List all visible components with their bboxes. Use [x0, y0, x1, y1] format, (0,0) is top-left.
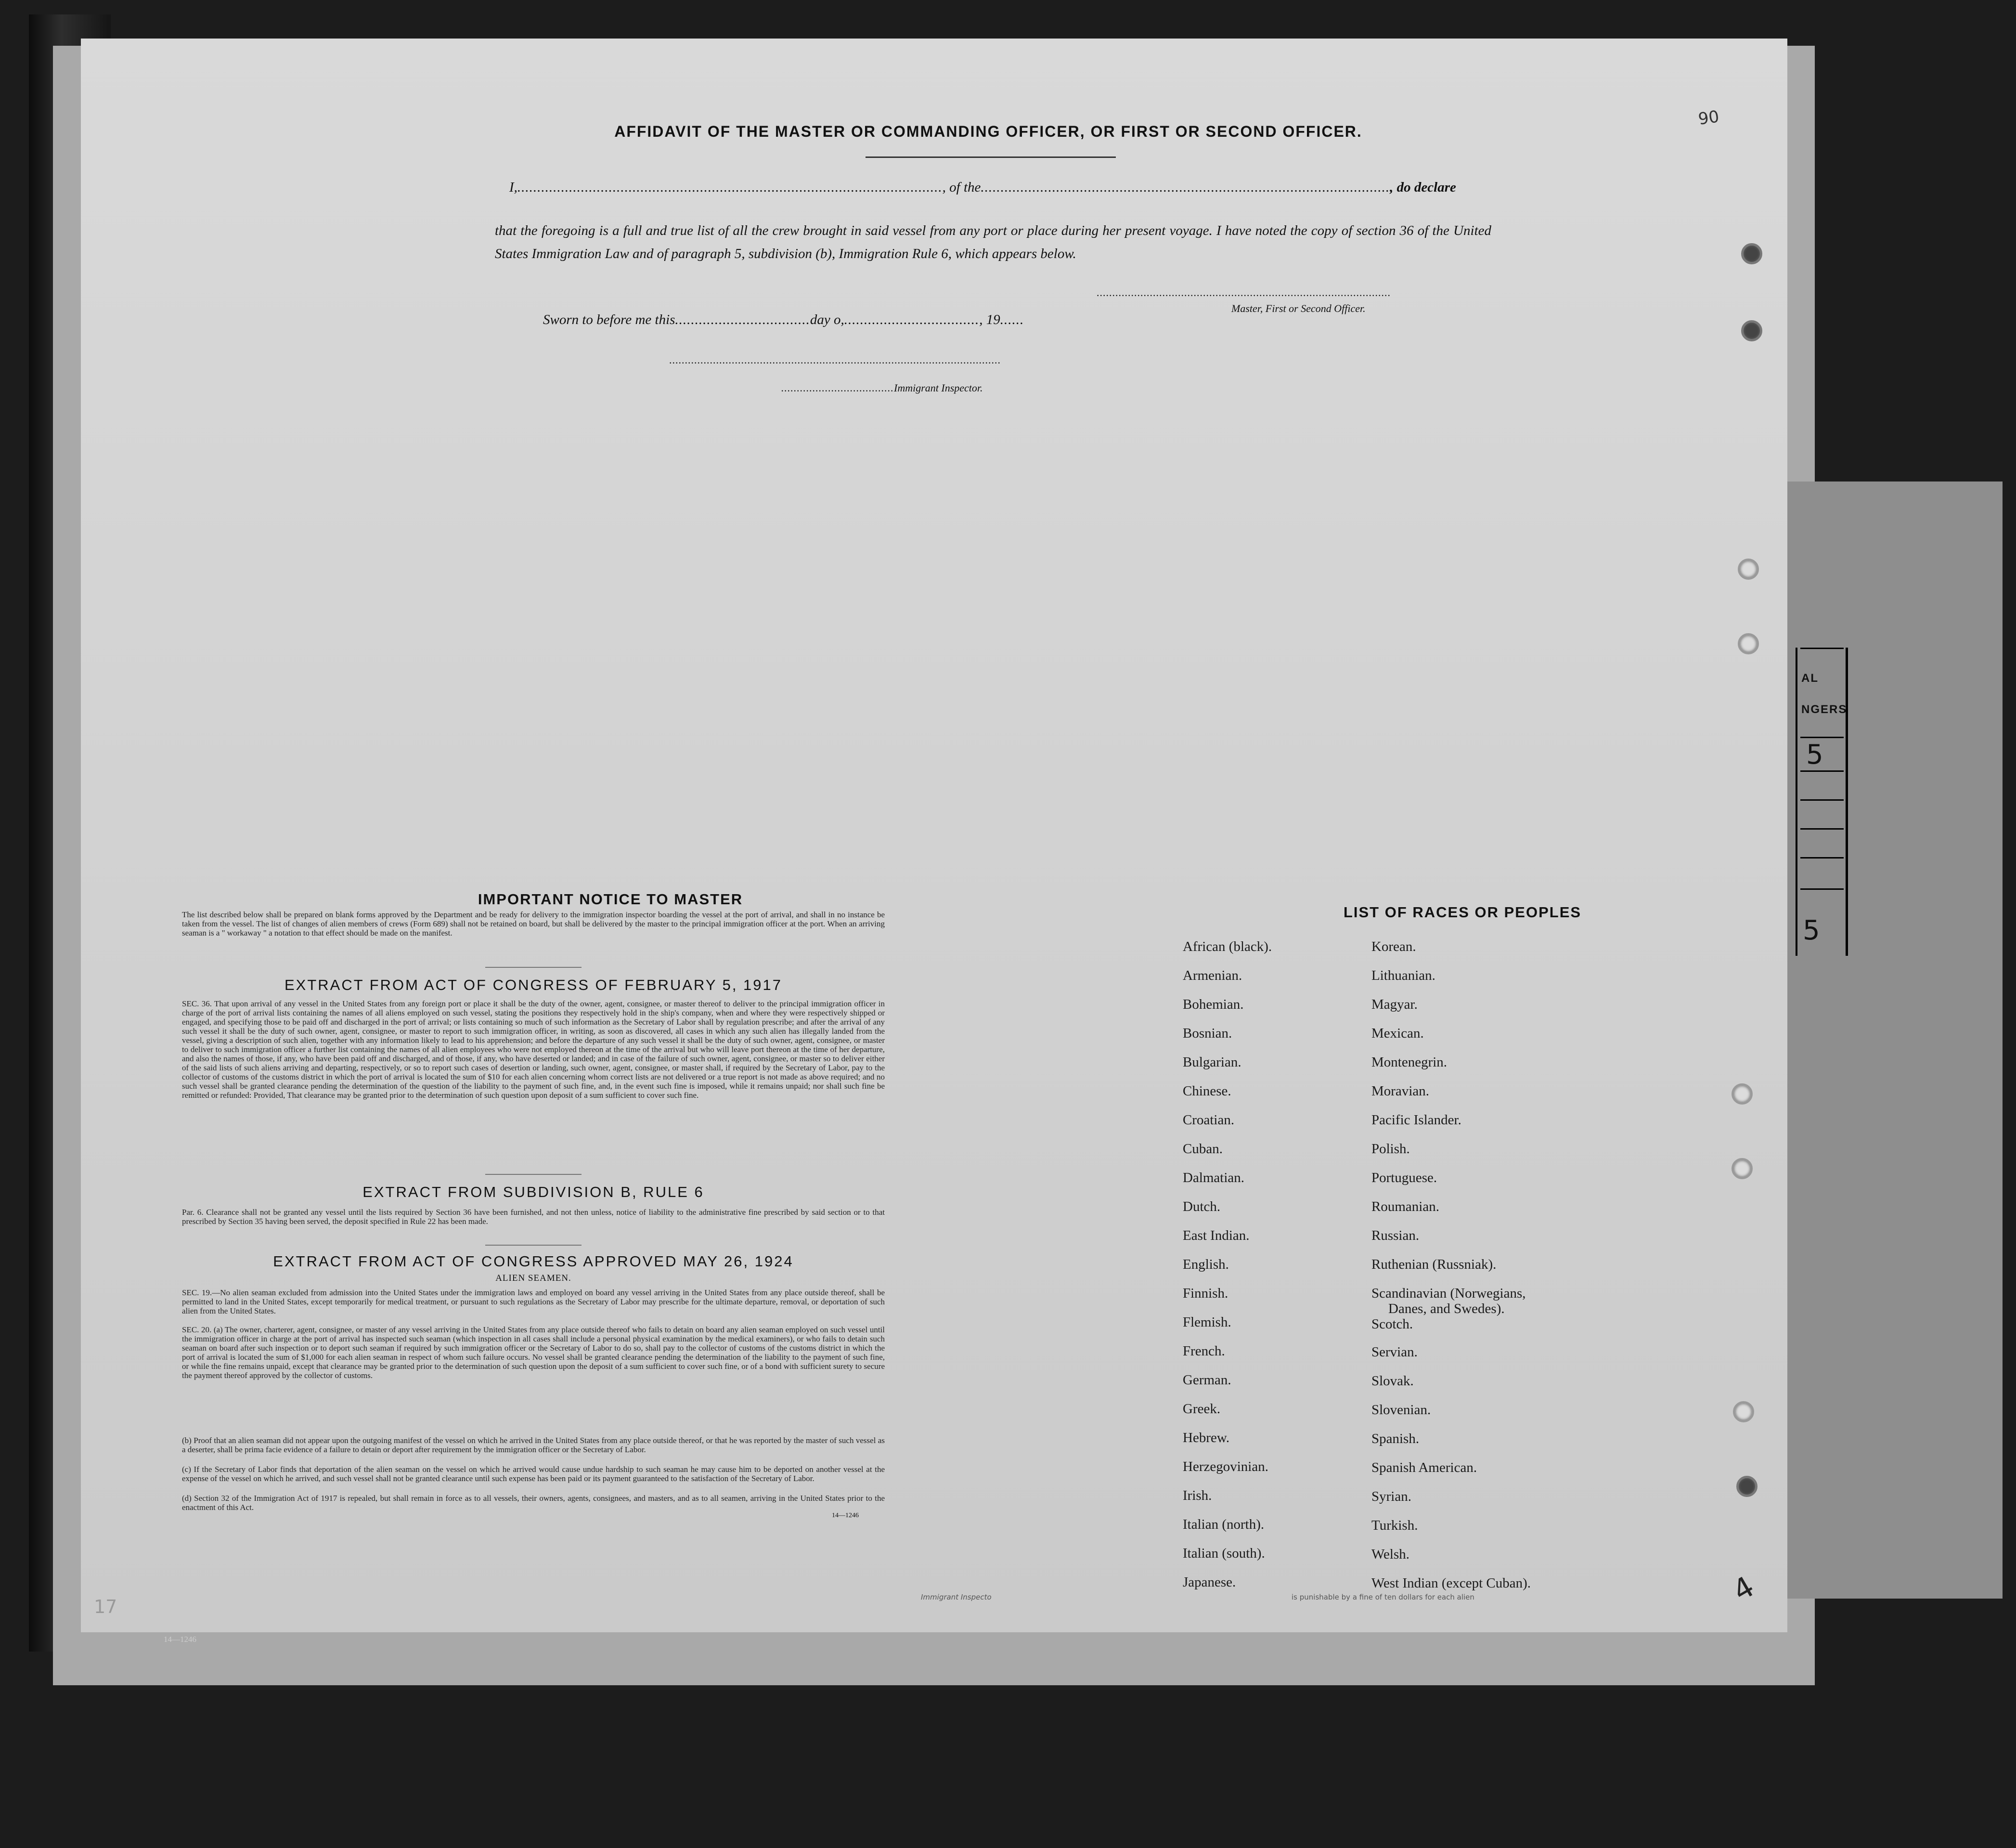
extract-1917-title: EXTRACT FROM ACT OF CONGRESS OF FEBRUARY 5, 1917 — [284, 976, 783, 993]
punch-hole — [1741, 243, 1762, 264]
signature-line: .............................................................................................. — [1097, 286, 1391, 299]
race-item: African (black). — [1183, 939, 1272, 954]
bleed-text: is punishable by a fine of ten dollars for each alien — [1292, 1593, 1474, 1601]
stub-rule — [1800, 828, 1844, 830]
margin-number: 17 — [94, 1596, 117, 1617]
stub-rule — [1800, 737, 1844, 738]
affidavit-first-line — [509, 176, 1456, 199]
rule-6-title: EXTRACT FROM SUBDIVISION B, RULE 6 — [362, 1184, 704, 1200]
race-item: Pacific Islander. — [1371, 1112, 1461, 1128]
notice-title: IMPORTANT NOTICE TO MASTER — [478, 891, 743, 908]
race-item: Korean. — [1371, 939, 1416, 954]
punch-hole — [1732, 1083, 1753, 1105]
rule-6-body: Par. 6. Clearance shall not be granted any vessel until the lists required by Section 36 have been furnished, and not then unless, notice of liability to the administrative fine prescribed by said section or to that prescribed by Section 35 having been served, the deposit specified in Rule 22 has been made. — [182, 1208, 885, 1226]
race-item: Scotch. — [1371, 1316, 1413, 1332]
race-item: Croatian. — [1183, 1112, 1235, 1128]
race-item: Mexican. — [1371, 1026, 1424, 1041]
notice-body: The list described below shall be prepared on blank forms approved by the Department and be ready for delivery to the immigration inspector boarding the vessel at the port of arrival, and shall in no instance be taken from the vessel. The list of changes of alien members of crews (Form 689) shall not be retained on board, but shall be delivered by the master to the principal immigration officer at the port. When an arriving seaman is a " workaway " a notation to that effect should be made on the manifest. — [182, 910, 885, 937]
extract-1924-sec20b: (b) Proof that an alien seaman did not appear upon the outgoing manifest of the vessel on which he arrived in the United States from any place outside thereof, or that he was reported by the master of such vessel as a deserter, shall be prima facie evidence of a failure to detain or deport after requirement by the immigration officer or the Secretary of Labor. — [182, 1436, 885, 1454]
punch-hole — [1736, 1476, 1758, 1497]
race-item: Bosnian. — [1183, 1026, 1232, 1041]
race-item: Chinese. — [1183, 1083, 1231, 1099]
page-number: 90 — [1697, 107, 1720, 129]
alien-seamen-subtitle: ALIEN SEAMEN. — [495, 1273, 571, 1283]
section-divider — [485, 967, 582, 968]
race-item: Herzegovinian. — [1183, 1459, 1268, 1474]
affidavit-body: that the foregoing is a full and true list of all the crew brought in said vessel from any port or place during her present voyage. I have noted the copy of section 36 of the United States Immigration Law and of paragraph 5, subdivision (b), Immigration Rule 6, which appears below. — [495, 223, 1491, 261]
race-item: Dutch. — [1183, 1199, 1221, 1214]
punch-hole — [1733, 1401, 1754, 1422]
day-label: day o, — [810, 312, 844, 327]
punch-hole — [1732, 1158, 1753, 1179]
race-item: Italian (south). — [1183, 1546, 1265, 1561]
stub-rule — [1800, 857, 1844, 859]
extract-1924-sec20c: (c) If the Secretary of Labor finds that deportation of the alien seaman on the vessel on which he arrived would cause undue hardship to such seaman he may cause him to be deported on another vessel at the expense of the vessel on which he arrived, and such vessel shall not be granted clearance until such expense has been paid or its payment guaranteed to the satisfaction of the Secretary of Labor. — [182, 1465, 885, 1483]
race-item: Bohemian. — [1183, 997, 1244, 1012]
race-item: Dalmatian. — [1183, 1170, 1245, 1185]
corner-mark: 4 — [1727, 1570, 1760, 1608]
race-item: Portuguese. — [1371, 1170, 1437, 1185]
race-item: German. — [1183, 1372, 1231, 1388]
stub-rule — [1800, 799, 1844, 801]
affidavit-title: AFFIDAVIT OF THE MASTER OR COMMANDING OFFICER, OR FIRST OR SECOND OFFICER. — [614, 123, 1362, 140]
section-divider — [485, 1245, 582, 1246]
race-item: Spanish. — [1371, 1431, 1420, 1446]
race-item: East Indian. — [1183, 1228, 1250, 1243]
race-item: French. — [1183, 1343, 1225, 1359]
race-item: Turkish. — [1371, 1518, 1418, 1533]
bottom-form-number: 14—1246 — [164, 1635, 196, 1644]
race-item: Roumanian. — [1371, 1199, 1439, 1214]
race-item: Scandinavian (Norwegians, — [1371, 1286, 1526, 1301]
punch-hole — [1741, 320, 1762, 341]
section-divider — [485, 1174, 582, 1175]
extract-1917-body: SEC. 36. That upon arrival of any vessel in the United States from any foreign port or place it shall be the duty of the owner, agent, consignee, or master thereof to deliver to the principal immigration officer in charge of the port of arrival lists containing the names of all aliens employed on such vessel, stating the positions they respectively hold in the ship's company, when and where they were respectively shipped or engaged, and specifying those to be paid off and discharged in the port of arrival; or lists containing so much of such information as the Secretary of Labor shall by regulation prescribe; and after the arrival of any such vessel it shall be the duty of such owner, agent, consignee, or master to report to such immigration officer, in writing, as soon as discovered, all cases in which any such alien has illegally landed from the vessel, giving a description of such alien, together with any information likely to lead to his apprehension; and before the departure of any such vessel it shall be the duty of such owner, agent, consignee, or master to deliver to such immigration officer a further list containing the names of all alien employees who were not employed thereon at the time of the arrival but who will leave port thereon at the time of her departure, and also the names of those, if any, who have been paid off and discharged, and of those, if any, who have deserted or landed; and in case of the failure of such owner, agent, consignee, or master so to deliver either of the said lists of such aliens arriving and departing, respectively, or so to report such cases of desertion or landing, such owner, agent, consignee, or master shall, if required by the Secretary of Labor, pay to the collector of customs of the customs district in which the port of arrival is located the sum of $10 for each alien concerning whom correct lists are not delivered or a true report is not made as above required; and no such vessel shall be granted clearance pending the determination of the question of the liability to the payment of such fine, and, in the event such fine is imposed, while it remains unpaid; nor shall such fine be remitted or refunded: Provided, That clearance may be granted prior to the determination of such question upon deposit of a sum sufficient to cover such fine. — [182, 999, 885, 1100]
affidavit-declare-label: , do declare — [1390, 180, 1456, 195]
race-item: West Indian (except Cuban). — [1371, 1575, 1531, 1591]
extract-1924-title: EXTRACT FROM ACT OF CONGRESS APPROVED MAY 26, 1924 — [273, 1253, 794, 1270]
race-item: Greek. — [1183, 1401, 1221, 1417]
race-item: Servian. — [1371, 1344, 1418, 1360]
stub-header: AL — [1801, 672, 1819, 685]
month-blank: .................................. — [844, 312, 980, 327]
stub-value: 5 — [1806, 739, 1823, 770]
race-item: Cuban. — [1183, 1141, 1223, 1157]
form-reference: 14—1246 — [832, 1512, 859, 1519]
punch-hole — [1738, 633, 1759, 654]
inspector-dots: .................................... — [781, 382, 894, 394]
extract-1924-sec20d: (d) Section 32 of the Immigration Act of 1917 is repealed, but shall remain in force as to all vessels, their owners, agents, consignees, and masters, and as to all seamen, arriving in the United States prior to the enactment of this Act. — [182, 1494, 885, 1512]
inspector-caption-line — [781, 382, 983, 394]
extract-1924-sec19: SEC. 19.—No alien seaman excluded from admission into the United States under the immigration laws and employed on board any vessel arriving in the United States from any place outside thereof, shall be permitted to land in the United States, except temporarily for medical treatment, or pursuant to such regulations as the Secretary of Labor may prescribe for the ultimate departure, removal, or deportation of such alien from the United States. — [182, 1288, 885, 1315]
race-item: Japanese. — [1183, 1575, 1236, 1590]
sworn-label: Sworn to before me this — [543, 312, 675, 327]
race-item: Irish. — [1183, 1488, 1212, 1503]
race-item: Ruthenian (Russniak). — [1371, 1257, 1497, 1272]
race-item: Flemish. — [1183, 1314, 1231, 1330]
affidavit-i-label: I, — [509, 180, 517, 195]
year-label: , 19 — [979, 312, 1000, 327]
sworn-line — [543, 308, 1024, 331]
stub-value: 5 — [1803, 915, 1820, 946]
sworn-date-blank: .................................. — [675, 312, 810, 327]
stub-rule — [1800, 888, 1844, 890]
inspector-signature-line: .......................................................................................................... — [669, 354, 1001, 366]
race-item: Montenegrin. — [1371, 1054, 1447, 1070]
race-item: Russian. — [1371, 1228, 1420, 1243]
stub-rule — [1800, 648, 1844, 649]
bleed-text: Immigrant Inspecto — [921, 1593, 992, 1601]
race-item: Armenian. — [1183, 968, 1242, 983]
race-item: English. — [1183, 1257, 1229, 1272]
race-item: Moravian. — [1371, 1083, 1429, 1099]
stub-header: NGERS — [1801, 703, 1848, 716]
race-item: Polish. — [1371, 1141, 1410, 1157]
race-item: Syrian. — [1371, 1489, 1411, 1504]
extract-1924-sec20a: SEC. 20. (a) The owner, charterer, agent, consignee, or master of any vessel arriving in the United States from any place outside thereof who fails to detain on board any alien seaman employed on such vessel until the immigration officer in charge at the port of arrival has inspected such seaman (which inspection in all cases shall include a personal physical examination by the medical examiners), or who fails to detain such seaman on board after such inspection or to deport such seaman if required by such immigration officer or the Secretary of Labor to do so, shall pay to the collector of customs of the customs district in which the port of arrival is located the sum of $1,000 for each alien seaman in respect of whom such failure occurs. No vessel shall be granted clearance pending the determination of the liability to the payment of such fine, or while the fine remains unpaid, except that clearance may be granted prior to the determination of such question upon the deposit of a sum sufficient to cover such fine, or of a bond with sufficient surety to secure the payment thereof approved by the collector of customs. — [182, 1325, 885, 1380]
underlying-form-stub — [1796, 648, 1848, 956]
race-item: Slovenian. — [1371, 1402, 1431, 1418]
race-item: Spanish American. — [1371, 1460, 1477, 1475]
vessel-blank: ....................................................................................................... — [981, 180, 1390, 195]
race-item-continuation: Danes, and Swedes). — [1388, 1301, 1505, 1316]
race-item: Magyar. — [1371, 997, 1418, 1012]
race-item: Italian (north). — [1183, 1517, 1265, 1532]
race-item: Hebrew. — [1183, 1430, 1230, 1445]
punch-hole — [1738, 559, 1759, 580]
stub-rule — [1800, 770, 1844, 772]
races-title: LIST OF RACES OR PEOPLES — [1343, 904, 1582, 921]
affidavit-of-label: , of the — [942, 180, 981, 195]
form-page — [81, 39, 1787, 1632]
signature-caption: Master, First or Second Officer. — [1231, 302, 1366, 314]
race-item: Finnish. — [1183, 1286, 1228, 1301]
title-rule — [866, 156, 1116, 158]
race-item: Welsh. — [1371, 1547, 1410, 1562]
race-item: Bulgarian. — [1183, 1054, 1241, 1070]
race-item: Slovak. — [1371, 1373, 1414, 1389]
race-item: Lithuanian. — [1371, 968, 1435, 983]
inspector-caption: Immigrant Inspector. — [894, 382, 983, 394]
name-blank: ........................................................................................................... — [517, 180, 943, 195]
year-blank: ...... — [1000, 312, 1024, 327]
